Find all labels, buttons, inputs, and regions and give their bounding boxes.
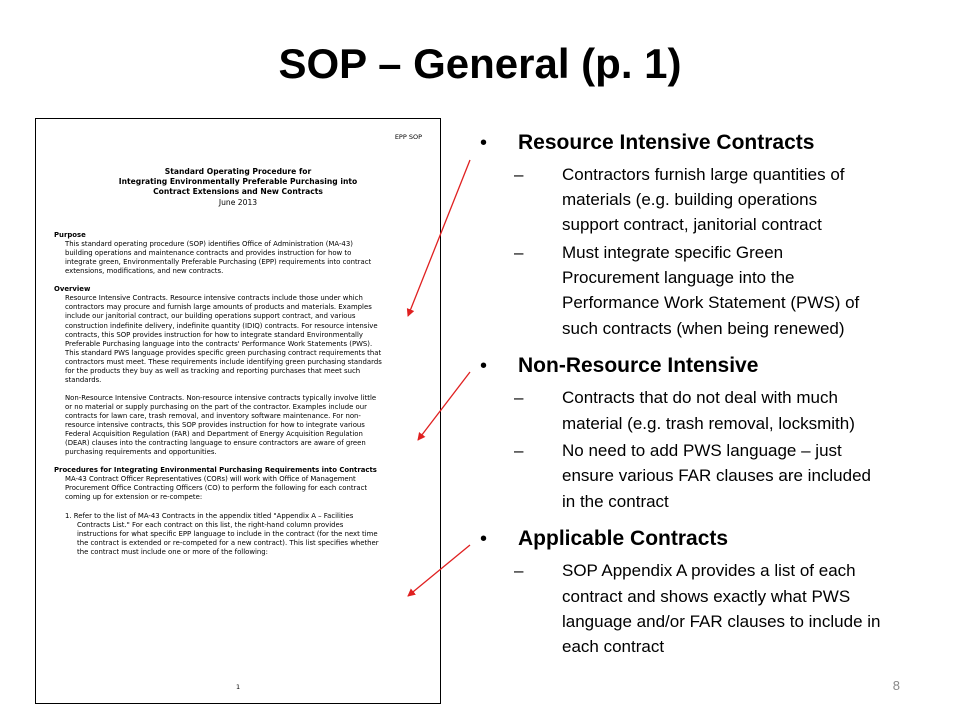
sop-document-image — [35, 118, 441, 704]
document-text-line: standards. — [65, 375, 102, 384]
document-text-line: the contract must include one or more of the following: — [77, 547, 268, 556]
document-text-line: (DEAR) clauses into the contracting language to ensure contractors are aware of green — [65, 439, 366, 448]
document-section-heading: Purpose — [54, 231, 86, 239]
bullet-text-line: in the contract — [562, 491, 669, 511]
document-text-line: contracts for lawn care, trash removal, and inventory software maintenance. For non- — [65, 412, 361, 420]
document-text-line: for the products they buy as well as tracking and reporting purchases that meet such — [65, 366, 361, 375]
document-text-line: 1. Refer to the list of MA-43 Contracts in the appendix titled "Appendix A – Facilities — [65, 511, 354, 520]
bullet-title: Resource Intensive Contracts — [518, 131, 815, 154]
document-section-heading: Overview — [54, 285, 91, 294]
document-text-line: Contracts List." For each contract on this list, the right-hand column provides — [77, 520, 344, 529]
bullet-text-line: support contract, janitorial contract — [562, 215, 822, 235]
document-heading — [36, 167, 440, 208]
document-page-number: 1 — [236, 683, 241, 691]
document-text-line: contractors must meet. These requirements include identifying green purchasing standards — [65, 357, 382, 366]
document-text-line: extensions, modifications, and new contracts. — [65, 267, 224, 276]
document-text-line: Non-Resource Intensive Contracts. Non-resource intensive contracts typically involve little — [65, 393, 377, 402]
bullet-text-line: such contracts (when being renewed) — [562, 318, 845, 338]
bullet-dot-icon: • — [480, 528, 488, 551]
bullet-text-line: SOP Appendix A provides a list of each — [562, 561, 856, 581]
document-heading-line: Contract Extensions and New Contracts — [153, 187, 323, 197]
document-tag: EPP SOP — [394, 133, 422, 141]
dash-icon: – — [514, 561, 524, 581]
document-text-line: This standard operating procedure (SOP) identifies Office of Administration (MA-43) — [65, 240, 353, 249]
slide-title: SOP – General (p. 1) — [278, 40, 682, 87]
bullet-text-line: Contracts that do not deal with much — [562, 388, 838, 408]
bullet-title: Applicable Contracts — [518, 527, 729, 551]
bullet-dot-icon: • — [480, 355, 488, 378]
bullet-title: Non-Resource Intensive — [518, 354, 759, 378]
bullet-text-line: language and/or FAR clauses to include in — [562, 611, 881, 631]
dash-icon: – — [514, 243, 524, 263]
document-text-line: construction indefinite delivery, indefinite quantity (IDIQ) contracts. For resource intensive — [65, 321, 378, 330]
document-heading-line: Standard Operating Procedure for — [164, 167, 312, 176]
document-text-line: purchasing requirements and opportunities. — [65, 448, 217, 457]
dash-icon: – — [514, 165, 524, 184]
dash-icon: – — [514, 441, 524, 461]
bullet-text-line: Performance Work Statement (PWS) of — [562, 293, 860, 313]
document-text-line: Procurement Office Contracting Officers (CO) to perform the following for each contract — [65, 484, 368, 493]
document-text-line: building operations and maintenance contracts and provides instruction for how to — [65, 249, 352, 258]
document-text-line: or no material or supply purchasing on the part of the contractor. Examples include our — [65, 402, 367, 411]
bullet-text-line: each contract — [562, 636, 665, 656]
document-text-line: integrate green, Environmentally Preferable Purchasing (EPP) requirements into contract — [65, 258, 372, 267]
document-text-line: coming up for extension or re-compete: — [65, 493, 203, 502]
bullet-text-line: No need to add PWS language – just — [562, 441, 842, 461]
document-text-line: contractors may procure and furnish large amounts of products and materials. Examples — [65, 303, 372, 312]
document-text-line: resource intensive contracts, this SOP provides instruction for how to integrate various — [65, 421, 365, 430]
document-text-line: This standard PWS language provides specific green purchasing contract requirements that — [65, 348, 382, 357]
document-date: June 2013 — [218, 197, 258, 207]
document-text-line: include our janitorial contract, our building operations support contract, and various — [65, 312, 356, 321]
document-text-line: the contract is extended or re-competed for a new contract). This list specifies whether — [77, 538, 379, 547]
bullet-text-line: Must integrate specific Green — [562, 243, 784, 263]
slide-number: 8 — [892, 678, 900, 693]
bullet-text-line: material (e.g. trash removal, locksmith) — [562, 413, 855, 433]
document-text-line: MA-43 Contract Officer Representatives (CORs) will work with Office of Management — [65, 475, 356, 484]
bullet-text-line: Contractors furnish large quantities of — [562, 165, 845, 184]
document-text-line: Federal Acquisition Regulation (FAR) and Department of Energy Acquisition Regulation — [65, 430, 363, 439]
bullet-text-line: contract and shows exactly what PWS — [562, 586, 851, 606]
bullet-text-line: materials (e.g. building operations — [562, 190, 818, 210]
document-text-line: instructions for what specific EPP language to include in the contract (for the next time — [77, 529, 378, 538]
document-section-heading: Procedures for Integrating Environmental Purchasing Requirements into Contracts — [54, 466, 377, 475]
document-text-line: contracts, this SOP provides instruction for how to integrate standard Environmentally — [65, 330, 363, 339]
bullet-text-line: Procurement language into the — [562, 268, 795, 288]
bullet-text-line: ensure various FAR clauses are included — [562, 466, 871, 486]
dash-icon: – — [514, 388, 524, 408]
document-heading-line: Integrating Environmentally Preferable Purchasing into — [118, 177, 358, 187]
document-text-line: Resource Intensive Contracts. Resource intensive contracts include those under which — [65, 294, 363, 303]
bullet-dot-icon: • — [480, 132, 488, 154]
document-text-line: Preferable Purchasing language into the contracts' Performance Work Statements (PWS). — [65, 339, 373, 348]
